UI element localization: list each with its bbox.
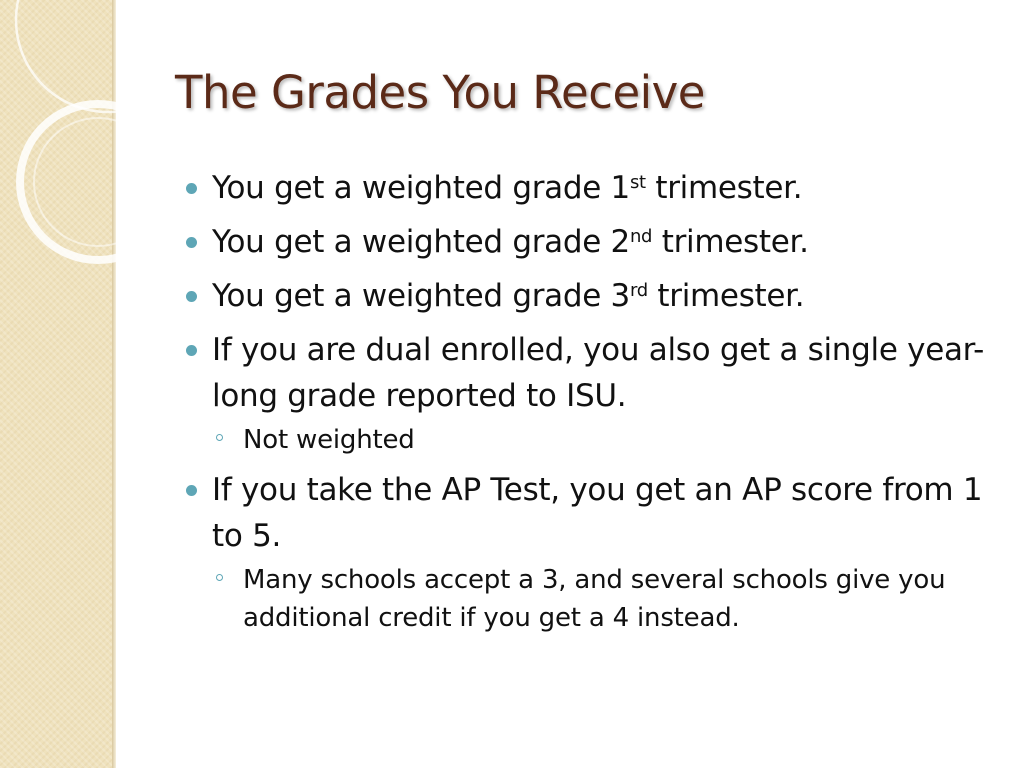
bullet-item <box>186 165 986 211</box>
bullet-dot-icon <box>186 291 197 302</box>
sub-bullet-list <box>212 561 986 637</box>
bullet-text: You get a weighted grade 1st trimester. <box>212 170 803 206</box>
decorative-circles <box>0 0 200 280</box>
sub-bullet-ring-icon <box>216 434 223 441</box>
sub-bullet-text: Not weighted <box>243 425 415 455</box>
sub-bullet-item <box>212 561 986 637</box>
sub-bullet-item <box>212 421 986 459</box>
bullet-dot-icon <box>186 345 197 356</box>
bullet-text: You get a weighted grade 3rd trimester. <box>212 278 805 314</box>
bullet-item <box>186 219 986 265</box>
slide-title: The Grades You Receive <box>175 66 705 119</box>
bullet-item <box>186 327 986 459</box>
bullet-list <box>186 165 986 637</box>
bullet-dot-icon <box>186 237 197 248</box>
sub-bullet-list <box>212 421 986 459</box>
bullet-item <box>186 467 986 637</box>
bullet-item <box>186 273 986 319</box>
sub-bullet-text: Many schools accept a 3, and several schools give you additional credit if you get a 4 instead. <box>243 565 946 633</box>
bullet-text: You get a weighted grade 2nd trimester. <box>212 224 809 260</box>
bullet-dot-icon <box>186 485 197 496</box>
sub-bullet-ring-icon <box>216 574 223 581</box>
bullet-text: If you are dual enrolled, you also get a single year-long grade reported to ISU. <box>212 332 985 414</box>
bullet-dot-icon <box>186 183 197 194</box>
slide-content <box>186 165 986 645</box>
bullet-text: If you take the AP Test, you get an AP score from 1 to 5. <box>212 472 983 554</box>
